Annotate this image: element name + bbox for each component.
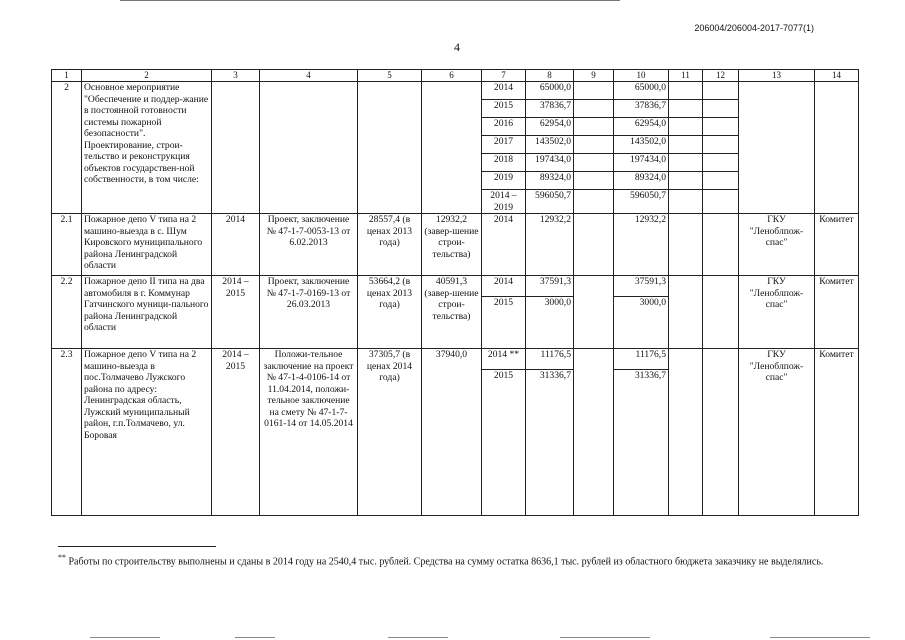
amount-cell: 3000,0 <box>614 297 669 349</box>
year-cell: 2014 ** <box>482 349 526 370</box>
amount-cell: 89324,0 <box>526 172 574 190</box>
row-number: 2.1 <box>52 214 82 276</box>
year-cell: 2015 <box>482 297 526 349</box>
col-header: 14 <box>815 70 859 82</box>
amount-cell: 89324,0 <box>614 172 669 190</box>
executor-cell: ГКУ "Леноблпож-спас" <box>739 276 815 349</box>
col-header: 13 <box>739 70 815 82</box>
amount-cell: 596050,7 <box>526 190 574 214</box>
year-cell: 2017 <box>482 136 526 154</box>
year-cell: 2016 <box>482 118 526 136</box>
period-cell: 2014 – 2015 <box>212 349 260 516</box>
completion-cell: 12932,2 (завер-шение строи-тельства) <box>422 214 482 276</box>
executor-cell: ГКУ "Леноблпож-спас" <box>739 349 815 516</box>
row-number: 2.2 <box>52 276 82 349</box>
object-name: Пожарное депо II типа на два автомобиля в г. Коммунар Гатчинского муници-пального района Ленинградской области <box>82 276 212 349</box>
col-header: 11 <box>669 70 703 82</box>
table-row <box>52 276 859 297</box>
year-cell: 2014 – 2019 <box>482 190 526 214</box>
footnote <box>58 552 858 570</box>
table-row <box>52 214 859 276</box>
completion-cell: 40591,3 (завер-шение строи-тельства) <box>422 276 482 349</box>
table-row <box>52 349 859 370</box>
year-cell: 2014 <box>482 82 526 100</box>
col-header: 12 <box>703 70 739 82</box>
amount-cell: 31336,7 <box>526 370 574 516</box>
completion-cell: 37940,0 <box>422 349 482 516</box>
period-cell: 2014 – 2015 <box>212 276 260 349</box>
document-id: 206004/206004-2017-7077(1) <box>694 23 814 33</box>
col-header: 3 <box>212 70 260 82</box>
amount-cell: 37591,3 <box>614 276 669 297</box>
row-number: 2.3 <box>52 349 82 516</box>
project-cell: Проект, заключение № 47-1-7-0169-13 от 26.03.2013 <box>260 276 358 349</box>
col-header: 6 <box>422 70 482 82</box>
col-header: 9 <box>574 70 614 82</box>
page-number: 4 <box>454 40 460 54</box>
amount-cell: 12932,2 <box>526 214 574 276</box>
amount-cell: 65000,0 <box>614 82 669 100</box>
amount-cell: 37836,7 <box>614 100 669 118</box>
amount-cell: 143502,0 <box>614 136 669 154</box>
year-cell: 2014 <box>482 214 526 276</box>
period-cell: 2014 <box>212 214 260 276</box>
amount-cell: 11176,5 <box>614 349 669 370</box>
table-row <box>52 82 859 100</box>
amount-cell: 62954,0 <box>526 118 574 136</box>
scan-edge-line <box>560 637 650 638</box>
amount-cell: 37591,3 <box>526 276 574 297</box>
measure-name: Основное мероприятие "Обеспечение и поддер-жание в постоянной готовности системы пожарной безопасности". Проектирование, строи-тельство и реконструкция объектов государствен-ной собственности, в том числе: <box>82 82 212 214</box>
amount-cell: 197434,0 <box>614 154 669 172</box>
amount-cell: 31336,7 <box>614 370 669 516</box>
cost-cell: 28557,4 (в ценах 2013 года) <box>358 214 422 276</box>
col-header: 7 <box>482 70 526 82</box>
responsible-cell: Комитет <box>815 276 859 349</box>
footnote-rule <box>58 546 216 547</box>
col-header: 5 <box>358 70 422 82</box>
col-header: 8 <box>526 70 574 82</box>
scan-edge-line <box>388 637 448 638</box>
project-cell: Положи-тельное заключение на проект № 47-1-4-0106-14 от 11.04.2014, положи-тельное заключение на смету № 47-1-7-0161-14 от 14.05.2014 <box>260 349 358 516</box>
year-cell: 2015 <box>482 370 526 516</box>
amount-cell: 143502,0 <box>526 136 574 154</box>
footnote-mark: ** <box>58 553 66 562</box>
column-number-row <box>52 70 859 82</box>
object-name: Пожарное депо V типа на 2 машино-выезда в пос.Толмачево Лужского района по адресу: Ленинградская область, Лужский муниципальный район, г.п.Толмачево, ул. Боровая <box>82 349 212 516</box>
scan-edge-line <box>235 637 275 638</box>
responsible-cell: Комитет <box>815 214 859 276</box>
scan-edge-line <box>770 637 870 638</box>
scan-edge-line <box>90 637 160 638</box>
executor-cell: ГКУ "Леноблпож-спас" <box>739 214 815 276</box>
footnote-text: Работы по строительству выполнены и сданы в 2014 году на 2540,4 тыс. рублей. Средства на сумму остатка 8636,1 тыс. рублей из областного бюджета заказчику не выделялись. <box>68 556 824 568</box>
amount-cell: 596050,7 <box>614 190 669 214</box>
amount-cell: 12932,2 <box>614 214 669 276</box>
col-header: 10 <box>614 70 669 82</box>
year-cell: 2018 <box>482 154 526 172</box>
cost-cell: 53664,2 (в ценах 2013 года) <box>358 276 422 349</box>
responsible-cell: Комитет <box>815 349 859 516</box>
amount-cell: 197434,0 <box>526 154 574 172</box>
top-rule <box>120 0 620 1</box>
amount-cell: 3000,0 <box>526 297 574 349</box>
amount-cell: 11176,5 <box>526 349 574 370</box>
amount-cell: 37836,7 <box>526 100 574 118</box>
col-header: 1 <box>52 70 82 82</box>
col-header: 2 <box>82 70 212 82</box>
amount-cell: 65000,0 <box>526 82 574 100</box>
project-cell: Проект, заключение № 47-1-7-0053-13 от 6.02.2013 <box>260 214 358 276</box>
year-cell: 2019 <box>482 172 526 190</box>
cost-cell: 37305,7 (в ценах 2014 года) <box>358 349 422 516</box>
program-table <box>51 69 859 516</box>
object-name: Пожарное депо V типа на 2 машино-выезда в с. Шум Кировского муниципального района Ленинградской области <box>82 214 212 276</box>
row-number: 2 <box>52 82 82 214</box>
year-cell: 2014 <box>482 276 526 297</box>
year-cell: 2015 <box>482 100 526 118</box>
col-header: 4 <box>260 70 358 82</box>
amount-cell: 62954,0 <box>614 118 669 136</box>
